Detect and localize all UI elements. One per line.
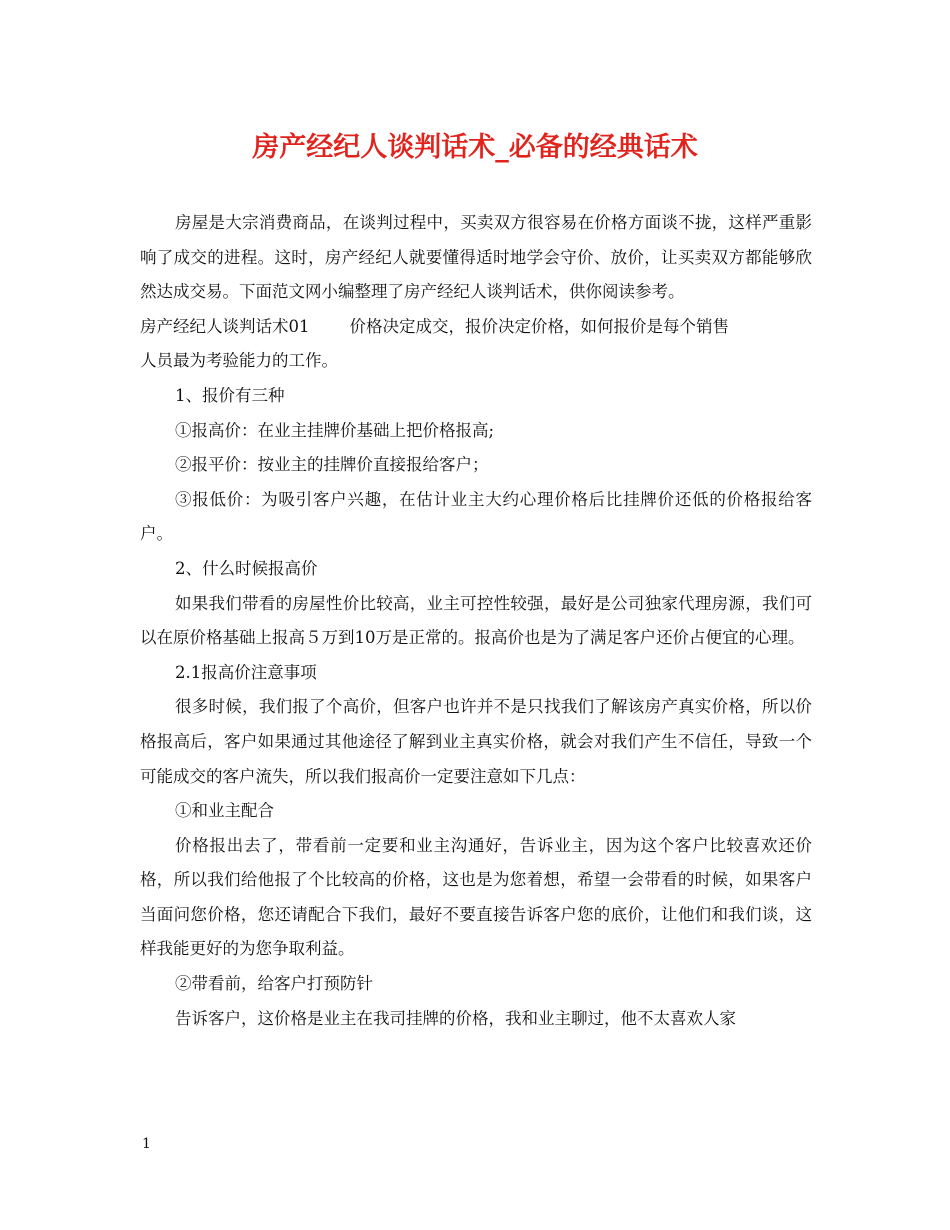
intro-paragraph: 房屋是大宗消费商品，在谈判过程中，买卖双方很容易在价格方面谈不拢，这样严重影响了成交的进程。这时，房产经纪人就要懂得适时地学会守价、放价，让买卖双方都能够欣然达成交易。下面范文网小编整理了房产经纪人谈判话术，供你阅读参考。 [140,213,812,302]
section-label: 房产经纪人谈判话术01 [140,316,310,336]
list-item: ②带看前，给客户打预防针 [175,974,373,994]
paragraph: 价格报出去了，带看前一定要和业主沟通好，告诉业主，因为这个客户比较喜欢还价格，所以我们给他报了个比较高的价格，这也是为您着想，希望一会带看的时候，如果客户当面问您价格，您还请配合下我们，最好不要直接告诉客户您的底价，让他们和我们谈，这样我能更好的为您争取利益。 [140,835,812,959]
list-item: ①和业主配合 [175,801,274,821]
paragraph: 很多时候，我们报了个高价，但客户也许并不是只找我们了解该房产真实价格，所以价格报高后，客户如果通过其他途径了解到业主真实价格，就会对我们产生不信任，导致一个可能成交的客户流失，所以我们报高价一定要注意如下几点： [140,697,812,786]
section-lead-text: 价格决定成交，报价决定价格，如何报价是每个销售 [349,316,729,336]
paragraph: 告诉客户，这价格是业主在我司挂牌的价格，我和业主聊过，他不太喜欢人家 [175,1008,736,1028]
list-item: ③报低价：为吸引客户兴趣，在估计业主大约心理价格后比挂牌价还低的价格报给客户。 [140,489,812,544]
subsection-heading: 2.1报高价注意事项 [175,662,317,682]
document-title: 房产经纪人谈判话术_必备的经典话术 [252,132,698,163]
page-number: 1 [142,1136,151,1152]
paragraph: 人员最为考验能力的工作。 [140,351,338,371]
paragraph: 如果我们带看的房屋性价比较高，业主可控性较强，最好是公司独家代理房源，我们可以在原价格基础上报高５万到10万是正常的。报高价也是为了满足客户还价占便宜的心理。 [140,593,812,648]
list-heading: 1、报价有三种 [175,385,285,405]
list-heading: 2、什么时候报高价 [175,558,318,578]
list-item: ①报高价：在业主挂牌价基础上把价格报高; [175,420,495,440]
list-item: ②报平价：按业主的挂牌价直接报给客户； [175,455,489,475]
document-body [140,206,812,1036]
section-heading-line [140,310,812,345]
